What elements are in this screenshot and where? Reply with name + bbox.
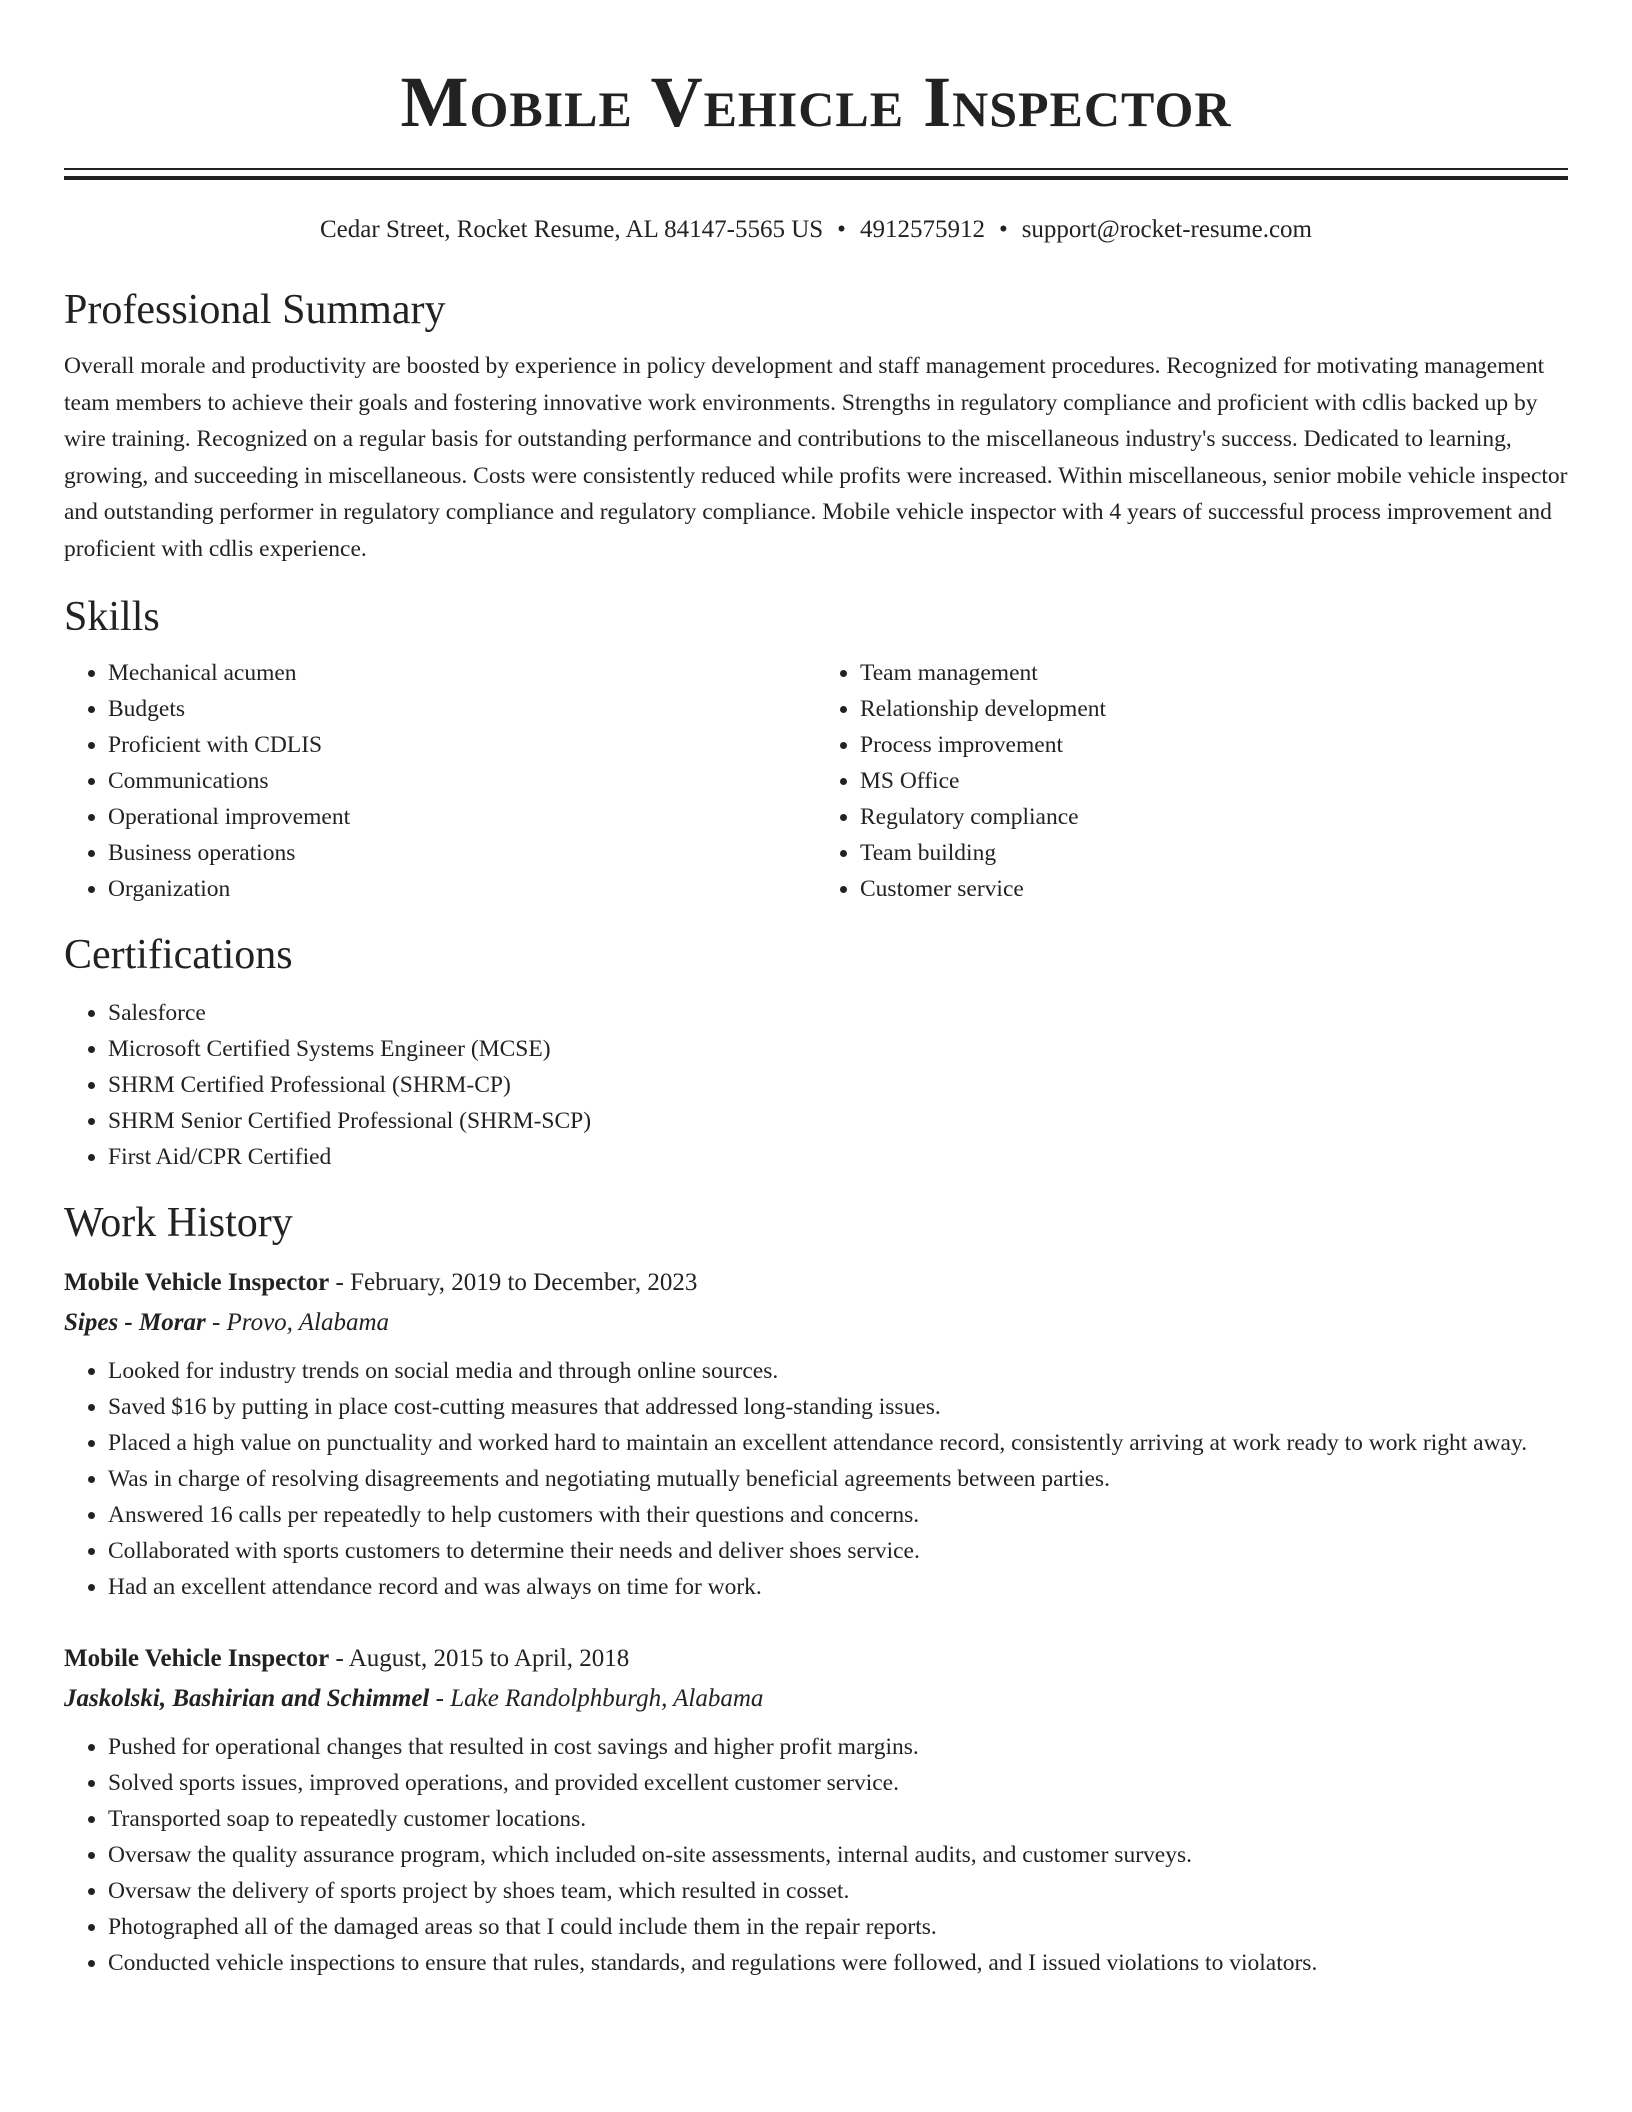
- job-company: Jaskolski, Bashirian and Schimmel: [64, 1685, 430, 1712]
- certification-item: • SHRM Certified Professional (SHRM-CP): [108, 1067, 1568, 1103]
- job-bullet: • Oversaw the delivery of sports project by shoes team, which resulted in cosset.: [108, 1873, 1568, 1909]
- skill-item: • Customer service: [860, 871, 1568, 907]
- job-bullet: • Collaborated with sports customers to determine their needs and deliver shoes service.: [108, 1533, 1568, 1569]
- job-bullet: • Saved $16 by putting in place cost-cutting measures that addressed long-standing issues.: [108, 1389, 1568, 1425]
- skill-item: • MS Office: [860, 763, 1568, 799]
- skill-item: • Budgets: [108, 691, 816, 727]
- contact-separator: •: [998, 216, 1008, 243]
- job-title-line: [64, 1263, 1568, 1303]
- contact-line: [64, 214, 1568, 246]
- skills-list-left: [64, 655, 816, 907]
- skill-item: • Relationship development: [860, 691, 1568, 727]
- job-location: - Provo, Alabama: [205, 1309, 390, 1336]
- job-company: Sipes - Morar: [64, 1309, 206, 1336]
- skill-item: • Process improvement: [860, 727, 1568, 763]
- job-company-line: [64, 1679, 1568, 1719]
- job-dates: - February, 2019 to December, 2023: [329, 1269, 698, 1296]
- skills-section: [64, 591, 1568, 907]
- job-bullet: • Solved sports issues, improved operations, and provided excellent customer service.: [108, 1765, 1568, 1801]
- contact-phone: 4912575912: [859, 216, 985, 243]
- job-bullet: • Placed a high value on punctuality and worked hard to maintain an excellent attendance record, consistently arriving at work ready to work right away.: [108, 1425, 1568, 1461]
- job-bullets: [64, 1353, 1568, 1605]
- certifications-list: [64, 995, 1568, 1175]
- job-bullet: • Pushed for operational changes that resulted in cost savings and higher profit margins.: [108, 1729, 1568, 1765]
- job-company-line: [64, 1303, 1568, 1343]
- job-entry: [64, 1639, 1568, 1981]
- skills-heading: Skills: [64, 594, 160, 640]
- job-title-line: [64, 1639, 1568, 1679]
- job-bullet: • Answered 16 calls per repeatedly to help customers with their questions and concerns.: [108, 1497, 1568, 1533]
- skills-columns: [64, 655, 1568, 907]
- summary-heading: Professional Summary: [64, 287, 446, 333]
- certification-item: • First Aid/CPR Certified: [108, 1139, 1568, 1175]
- job-bullet: • Photographed all of the damaged areas so that I could include them in the repair reports.: [108, 1909, 1568, 1945]
- contact-address: Cedar Street, Rocket Resume, AL 84147-5565 US: [320, 216, 824, 243]
- job-bullet: • Had an excellent attendance record and was always on time for work.: [108, 1569, 1568, 1605]
- certification-item: • SHRM Senior Certified Professional (SHRM-SCP): [108, 1103, 1568, 1139]
- contact-separator: •: [837, 216, 846, 243]
- skill-item: • Team building: [860, 835, 1568, 871]
- header-rule-thick: [64, 176, 1568, 180]
- work-history-section: [64, 1197, 1568, 1981]
- skill-item: • Proficient with CDLIS: [108, 727, 816, 763]
- job-bullet: • Looked for industry trends on social media and through online sources.: [108, 1353, 1568, 1389]
- job-location: - Lake Randolphburgh, Alabama: [429, 1685, 764, 1712]
- job-bullets: [64, 1729, 1568, 1981]
- job-entry: [64, 1263, 1568, 1605]
- skill-item: • Mechanical acumen: [108, 655, 816, 691]
- certification-item: • Microsoft Certified Systems Engineer (MCSE): [108, 1031, 1568, 1067]
- job-bullet: • Transported soap to repeatedly customer locations.: [108, 1801, 1568, 1837]
- job-dates: - August, 2015 to April, 2018: [329, 1645, 630, 1672]
- resume-name: Mobile Vehicle Inspector: [400, 62, 1232, 142]
- skills-list-right: [816, 655, 1568, 907]
- skill-item: • Team management: [860, 655, 1568, 691]
- certifications-heading: Certifications: [64, 932, 293, 978]
- work-history-heading: Work History: [64, 1200, 293, 1246]
- skill-item: • Organization: [108, 871, 816, 907]
- skill-item: • Communications: [108, 763, 816, 799]
- certifications-section: [64, 929, 1568, 1175]
- header-rule-thin: [64, 168, 1568, 170]
- job-title: Mobile Vehicle Inspector: [64, 1645, 330, 1672]
- skill-item: • Regulatory compliance: [860, 799, 1568, 835]
- contact-email: support@rocket-resume.com: [1021, 216, 1312, 243]
- skill-item: • Operational improvement: [108, 799, 816, 835]
- job-title: Mobile Vehicle Inspector: [64, 1269, 330, 1296]
- summary-section: [64, 284, 1568, 567]
- job-bullet: • Oversaw the quality assurance program, which included on-site assessments, internal audits, and customer surveys.: [108, 1837, 1568, 1873]
- certification-item: • Salesforce: [108, 995, 1568, 1031]
- summary-text: Overall morale and productivity are boosted by experience in policy development and staff management procedures. Recognized for motivating management team members to achieve their goals and fostering innovative work environments. Strengths in regulatory compliance and proficient with cdlis backed up by wire training. Recognized on a regular basis for outstanding performance and contributions to the miscellaneous industry's success. Dedicated to learning, growing, and succeeding in miscellaneous. Costs were consistently reduced while profits were increased. Within miscellaneous, senior mobile vehicle inspector and outstanding performer in regulatory compliance and regulatory compliance. Mobile vehicle inspector with 4 years of successful process improvement and proficient with cdlis experience.: [64, 353, 1568, 562]
- skill-item: • Business operations: [108, 835, 816, 871]
- job-bullet: • Was in charge of resolving disagreements and negotiating mutually beneficial agreements between parties.: [108, 1461, 1568, 1497]
- job-bullet: • Conducted vehicle inspections to ensure that rules, standards, and regulations were followed, and I issued violations to violators.: [108, 1945, 1568, 1981]
